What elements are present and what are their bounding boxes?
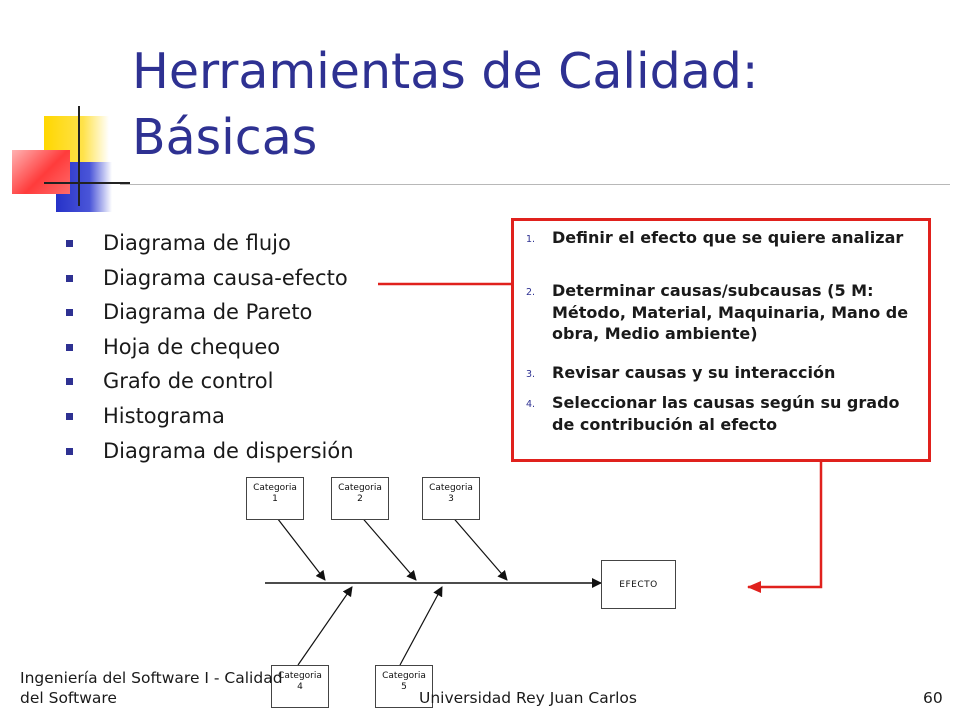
cause-bone [450, 514, 507, 580]
list-item [66, 399, 406, 434]
step-number: 4. [526, 399, 536, 410]
list-item-label: Grafo de control [103, 369, 274, 394]
steps-box [511, 218, 931, 462]
step-text: Seleccionar las causas según su grado de contribución al efecto [552, 393, 900, 434]
effect-arrow [748, 459, 821, 587]
list-item-label: Hoja de chequeo [103, 334, 281, 359]
category-box-2 [331, 477, 389, 520]
decorative-logo [0, 100, 130, 220]
list-item-label: Histograma [103, 403, 225, 428]
decorative-red-square [12, 150, 70, 194]
bullet-square-icon [66, 275, 73, 282]
bullet-square-icon [66, 378, 73, 385]
step-text: Determinar causas/subcausas (5 M: Método, Material, Maquinaria, Mano de obra, Medio ambiente) [552, 281, 909, 343]
category-label: Categoria [429, 483, 473, 493]
category-box-1 [246, 477, 304, 520]
decorative-horizontal-line [44, 182, 130, 184]
list-item-label: Diagrama de flujo [103, 231, 291, 255]
category-box-3 [422, 477, 480, 520]
slide-title-line-1: Herramientas de Calidad: [132, 43, 759, 100]
decorative-vertical-line [78, 106, 80, 206]
category-label: Categoria [338, 483, 382, 493]
bullet-square-icon [66, 413, 73, 420]
cause-bone [359, 514, 416, 580]
list-item-label: Diagrama de dispersión [103, 438, 354, 463]
cause-bone [400, 587, 442, 665]
list-item [66, 330, 406, 365]
list-item-label: Diagrama causa-efecto [103, 265, 348, 290]
list-item [66, 226, 406, 261]
list-item [66, 434, 406, 469]
list-item [66, 364, 406, 399]
footer-course-line-2: del Software [20, 689, 117, 707]
bullet-square-icon [66, 309, 73, 316]
page-number: 60 [923, 689, 943, 707]
tools-list [66, 226, 406, 468]
category-label: Categoria [278, 671, 322, 681]
step-number: 2. [526, 287, 536, 298]
title-divider [120, 184, 950, 185]
bullet-square-icon [66, 448, 73, 455]
category-number: 4 [297, 682, 303, 692]
category-number: 1 [272, 494, 278, 504]
step-number: 3. [526, 369, 536, 380]
category-number: 3 [448, 494, 454, 504]
step-number: 1. [526, 234, 536, 245]
slide-title-line-2: Básicas [132, 109, 318, 166]
list-item [66, 295, 406, 330]
cause-bone [274, 514, 325, 580]
footer-university: Universidad Rey Juan Carlos [419, 689, 637, 707]
category-number: 5 [401, 682, 407, 692]
bullet-square-icon [66, 240, 73, 247]
step-text: Revisar causas y su interacción [552, 363, 836, 382]
category-label: Categoria [253, 483, 297, 493]
category-number: 2 [357, 494, 363, 504]
bullet-square-icon [66, 344, 73, 351]
list-item-label: Diagrama de Pareto [103, 300, 313, 325]
cause-bone [298, 587, 352, 665]
category-label: Categoria [382, 671, 426, 681]
footer-course-line-1: Ingeniería del Software I - Calidad [20, 669, 283, 687]
list-item [66, 261, 406, 296]
step-text: Definir el efecto que se quiere analizar [552, 228, 904, 247]
effect-box: EFECTO [601, 560, 676, 609]
